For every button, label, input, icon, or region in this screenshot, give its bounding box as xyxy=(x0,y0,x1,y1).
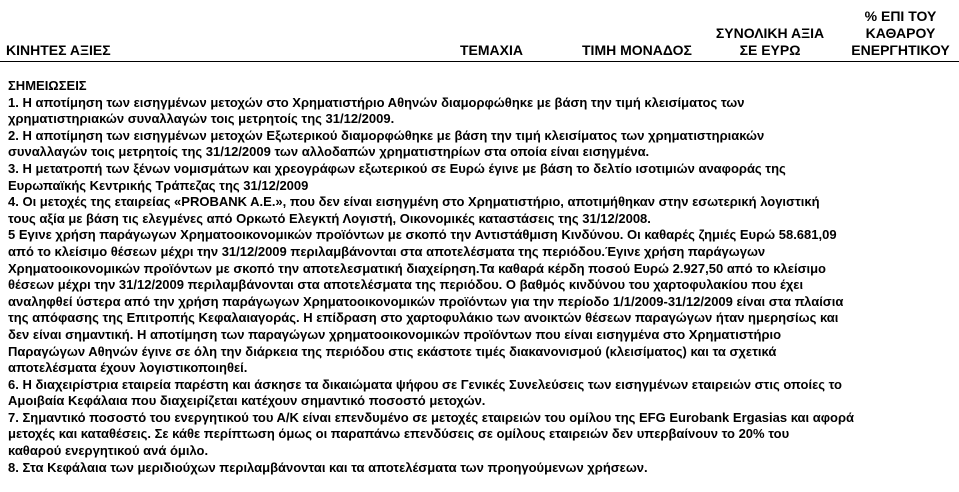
notes-line: καθαρού ενεργητικού ανά όμιλο. xyxy=(8,443,209,459)
notes-line: Χρηματοοικονομικών προϊόντων με σκοπό την αποτελεσματική διαχείρηση.Τα καθαρά κέρδη ποσού Ευρώ 2.927,50 από το κλείσιμο xyxy=(8,260,826,276)
notes-line: Αμοιβαία Κεφάλαια που διαχειρίζεται κατέχουν σημαντικό ποσοστό μετοχών. xyxy=(8,393,486,409)
notes-line: 7. Σημαντικό ποσοστό του ενεργητικού του Α/Κ είναι επενδυμένο σε μετοχές εταιρειών του ομίλου της EFG Eurobank Ergasias και αφορά xyxy=(8,409,855,425)
notes-line: αποτελέσματα έχουν λογιστικοποιηθεί. xyxy=(8,360,248,376)
column-header-pct-line1: % ΕΠΙ ΤΟΥ xyxy=(864,8,937,24)
notes-line: μετοχές και καταθέσεις. Σε κάθε περίπτωση όμως οι παραπάνω επενδύσεις σε ομίλους εταιρειών δεν υπερβαίνουν το 20% του xyxy=(8,426,790,442)
notes-line: δεν είναι σημαντική. Η αποτίμηση των παραγώγων χρηματοοικονομικών προϊόντων που είναι εισηγμένα στο Χρηματιστήριο xyxy=(8,326,782,342)
notes-line: της απόφασης της Επιτροπής Κεφαλαιαγοράς. Η επίδραση στο χαρτοφυλάκιο των ανοικτών θέσεων παραγώγων ήταν ημερησίως και xyxy=(8,310,839,326)
notes-line: 1. Η αποτίμηση των εισηγμένων μετοχών στο Χρηματιστήριο Αθηνών διαμορφώθηκε με βάση την τιμή κλεισίματος των xyxy=(8,94,745,110)
header-divider xyxy=(0,61,959,62)
column-header-pct-net-assets xyxy=(842,8,959,59)
notes-line: Ευρωπαϊκής Κεντρικής Τράπεζας της 31/12/2009 xyxy=(8,177,309,193)
notes-line: 5 Εγινε χρήση παράγωγων Χρηματοοικονομικών προϊόντων με σκοπό την Αντιστάθμιση Κινδύνου. Οι καθαρές ζημιές Ευρώ 58.681,09 xyxy=(8,227,837,243)
column-header-unit-value: ΤΙΜΗ ΜΟΝΑΔΟΣ xyxy=(582,42,692,58)
notes-line: χρηματιστηριακών συναλλαγών τοις μετρητοίς της 31/12/2009. xyxy=(8,111,395,127)
column-header-stocks: ΚΙΝΗΤΕΣ ΑΞΙΕΣ xyxy=(6,42,111,58)
notes-line: Παραγώγων Αθηνών έγινε σε όλη την διάρκεια της περιόδου στις εκάστοτε τιμές διακανονισμού (κλεισίματος) και τα σχετικά xyxy=(8,343,777,359)
table-header xyxy=(0,0,959,62)
column-header-total-value xyxy=(711,25,829,59)
notes-line: 4. Οι μετοχές της εταιρείας «PROBANK A.E.», που δεν είναι εισηγμένη στο Χρηματιστήριο, αποτιμήθηκαν στην εσωτερική λογιστική xyxy=(8,194,820,210)
notes-section xyxy=(8,78,953,476)
notes-line: 8. Στα Κεφάλαια των μεριδιούχων περιλαμβάνονται και τα αποτελέσματα των προηγούμενων χρήσεων. xyxy=(8,459,648,475)
notes-line: τους αξία με βάση τις ελεγμένες από Ορκωτό Ελεγκτή Λογιστή, Οικονομικές καταστάσεις της 31/12/2008. xyxy=(8,210,651,226)
column-header-total-value-line1: ΣΥΝΟΛΙΚΗ ΑΞΙΑ xyxy=(715,25,825,41)
notes-line: θέσεων μέχρι την 31/12/2009 περιλαμβάνονται στα αποτελέσματα της περιόδου. Ο βαθμός κινδύνου του χαρτοφυλακίου που έχει xyxy=(8,277,804,293)
column-header-pct-line2: ΚΑΘΑΡΟΥ xyxy=(865,25,936,41)
column-header-total-value-line2: ΣΕ ΕΥΡΩ xyxy=(739,42,801,58)
notes-line: 3. Η μετατροπή των ξένων νομισμάτων και χρεογράφων εξωτερικού σε Ευρώ έγινε με βάση το δελτίο ισοτιμιών αναφοράς της xyxy=(8,160,786,176)
notes-line: αναληφθεί ύστερα από την χρήση παράγωγων Χρηματοοικονομικών προϊόντων για την περίοδο 1/1/2009-31/12/2009 είναι στα πλαίσια xyxy=(8,293,844,309)
notes-line: 6. Η διαχειρίστρια εταιρεία παρέστη και άσκησε τα δικαιώματα ψήφου σε Γενικές Συνελεύσεις των εισηγμένων εταιρειών στις οποίες το xyxy=(8,376,842,392)
notes-line: συναλλαγών τοις μετρητοίς της 31/12/2009 των αλλοδαπών χρηματιστηρίων στα οποία είναι εισηγμένα. xyxy=(8,144,650,160)
notes-line: 2. Η αποτίμηση των εισηγμένων μετοχών Εξωτερικού διαμορφώθηκε με βάση την τιμή κλεισίματος των χρηματιστηριακών xyxy=(8,127,765,143)
notes-line: από το κλείσιμο θέσεων μέχρι την 31/12/2009 περιλαμβάνονται στα αποτελέσματα της περιόδου.Έγινε χρήση παράγωγων xyxy=(8,243,766,259)
notes-title: ΣΗΜΕΙΩΣΕΙΣ xyxy=(8,78,87,93)
column-header-pieces: ΤΕΜΑΧΙΑ xyxy=(460,42,523,58)
column-header-pct-line3: ΕΝΕΡΓΗΤΙΚΟΥ xyxy=(851,42,950,58)
